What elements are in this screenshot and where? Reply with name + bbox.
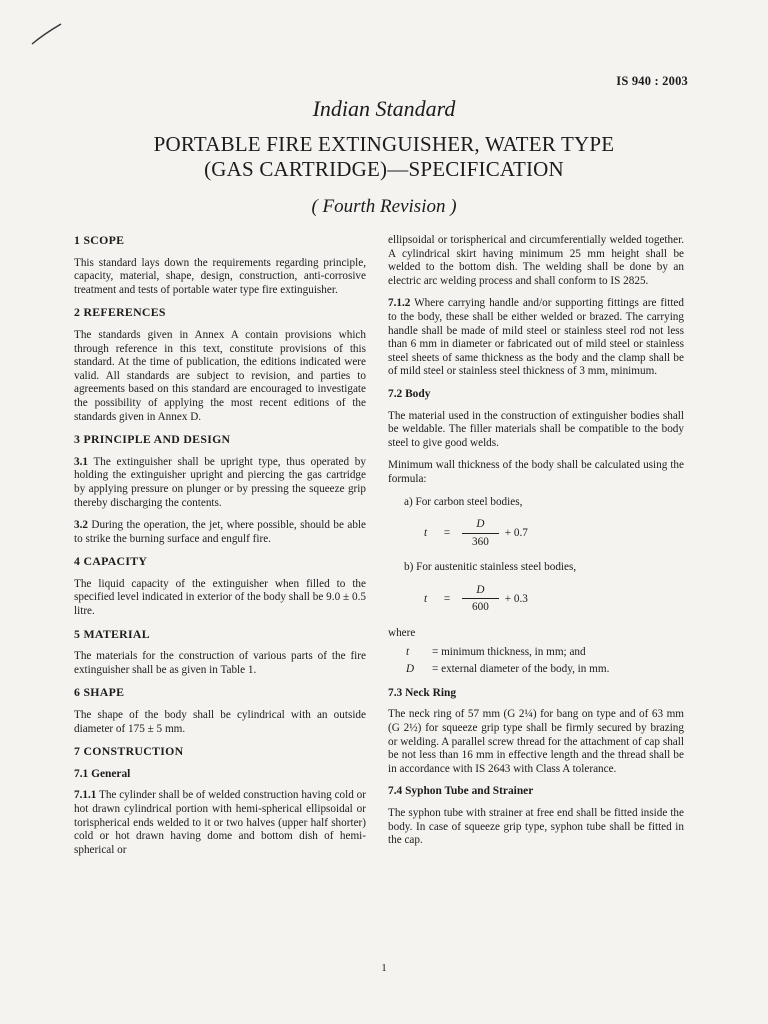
title-line-1: PORTABLE FIRE EXTINGUISHER, WATER TYPE (153, 132, 615, 156)
definition: = minimum thickness, in mm; and (432, 645, 586, 658)
left-column (74, 234, 366, 866)
clause-text: Where carrying handle and/or supporting fittings are fitted to the body, these shall be either welded or brazed. The carrying handle shall be made of mild steel or stainless steel rod not less than 6 mm in diameter or fabricated out of mild steel or stainless steel sheets of same thickness as the body and the clamp shall be of mild steel or stainless steel thickness of 3 mm, minimum. (388, 297, 684, 378)
subsection-heading-general: 7.1 General (74, 767, 131, 780)
formula-stainless-steel (424, 584, 684, 615)
shape-text: The shape of the body shall be cylindrical with an outside diameter of 175 ± 5 mm. (74, 709, 366, 735)
body-paragraph-1: The material used in the construction of extinguisher bodies shall be weldable. The filler materials shall be compatible to the body steel to give good welds. (388, 409, 684, 449)
formula-addend: + 0.3 (504, 592, 528, 605)
list-item-a: a) For carbon steel bodies, (404, 495, 523, 508)
standard-number: IS 940 : 2003 (616, 74, 688, 88)
clause-number: 3.2 (74, 519, 88, 532)
section-heading-principle: 3 PRINCIPLE AND DESIGN (74, 432, 231, 447)
revision-label: ( Fourth Revision ) (311, 196, 457, 217)
document-title (60, 132, 708, 182)
symbol: D (406, 663, 415, 676)
clause-3-1 (74, 456, 366, 510)
formula-carbon-steel (424, 518, 684, 549)
clause-text: During the operation, the jet, where possible, should be able to strike the burning surface and engulf fire. (74, 519, 366, 545)
section-heading-construction: 7 CONSTRUCTION (74, 744, 184, 759)
subsection-heading-syphon-tube: 7.4 Syphon Tube and Strainer (388, 785, 534, 798)
title-line-2: (GAS CARTRIDGE)—SPECIFICATION (204, 157, 564, 181)
formula-equals: = (443, 592, 451, 605)
syphon-tube-text: The syphon tube with strainer at free end shall be fitted inside the body. In case of squeeze grip type, syphon tube shall be fitted in the cap. (388, 807, 684, 847)
formula-equals: = (443, 526, 451, 539)
continued-text: ellipsoidal or torispherical and circumferentially welded together. A cylindrical skirt having minimum 25 mm height shall be welded to the bottom dish. The welding shall be done by an electric arc welding process and shall conform to IS 2825. (388, 234, 684, 287)
subsection-heading-body: 7.2 Body (388, 387, 431, 400)
clause-text: The cylinder shall be of welded construction having cold or hot drawn cylindrical portion with hemi-spherical ellipsoidal or torispherical ends welded to it or two halves (upper half shorter) cold or hot drawn having dome and bottom dish of hemi-spherical or (74, 789, 366, 856)
page-number: 1 (381, 962, 387, 974)
clause-text: The extinguisher shall be upright type, thus operated by holding the extinguisher upright and piercing the gas cartridge by applying pressure on plunger or by pressing the squeeze grip thereby discharging the contents. (74, 455, 366, 509)
standard-label: Indian Standard (312, 96, 456, 121)
section-heading-material: 5 MATERIAL (74, 626, 150, 641)
symbol: t (406, 645, 410, 658)
list-item-b: b) For austenitic stainless steel bodies, (404, 561, 577, 574)
where-definition-t (388, 646, 684, 660)
body-paragraph-2: Minimum wall thickness of the body shall be calculated using the formula: (388, 459, 684, 485)
clause-7-1-1 (74, 789, 366, 857)
subsection-heading-neck-ring: 7.3 Neck Ring (388, 686, 457, 699)
clause-number: 3.1 (74, 455, 88, 468)
formula-fraction (462, 584, 499, 615)
capacity-text: The liquid capacity of the extinguisher when filled to the specified level indicated in exterior of the body shall be 9.0 ± 0.5 litre. (74, 577, 366, 618)
scope-text: This standard lays down the requirements regarding principle, capacity, material, shape, design, construction, anti-corrosive treatment and tests of portable water type fire extinguisher. (74, 256, 366, 296)
fraction-denominator: 360 (462, 533, 499, 550)
fraction-denominator: 600 (462, 598, 499, 615)
formula-lhs: t (424, 592, 428, 605)
section-heading-references: 2 REFERENCES (74, 305, 166, 320)
clause-number: 7.1.1 (74, 789, 97, 802)
fraction-numerator: D (476, 518, 485, 531)
fraction-numerator: D (476, 583, 485, 596)
section-heading-shape: 6 SHAPE (74, 685, 125, 700)
right-column (388, 234, 684, 857)
neck-ring-text: The neck ring of 57 mm (G 2¼) for bang on type and of 63 mm (G 2½) for squeeze grip type shall be firmly secured by brazing or welding. A parallel screw thread for the attachment of cap shall be not less than 16 mm in effective length and the thread shall be in accordance with IS 2643 with Class A tolerance. (388, 708, 684, 775)
references-text: The standards given in Annex A contain provisions which through reference in this text, constitute provisions of this standard. At the time of publication, the editions indicated were valid. All standards are subject to revision, and parties to agreements based on this standard are encouraged to investigate the possibility of applying the most recent editions of the standards given in Annex D. (74, 328, 366, 423)
material-text: The materials for the construction of various parts of the fire extinguisher shall be as given in Table 1. (74, 650, 366, 676)
formula-lhs: t (424, 526, 428, 539)
section-heading-capacity: 4 CAPACITY (74, 554, 148, 569)
clause-number: 7.1.2 (388, 297, 411, 310)
clause-3-2 (74, 519, 366, 546)
clause-7-1-2 (388, 297, 684, 379)
definition: = external diameter of the body, in mm. (432, 663, 610, 676)
pen-mark-icon (30, 22, 64, 48)
formula-fraction (462, 518, 499, 549)
where-label: where (388, 627, 416, 640)
where-definition-d (388, 663, 684, 677)
section-heading-scope: 1 SCOPE (74, 233, 125, 247)
formula-addend: + 0.7 (504, 526, 528, 539)
